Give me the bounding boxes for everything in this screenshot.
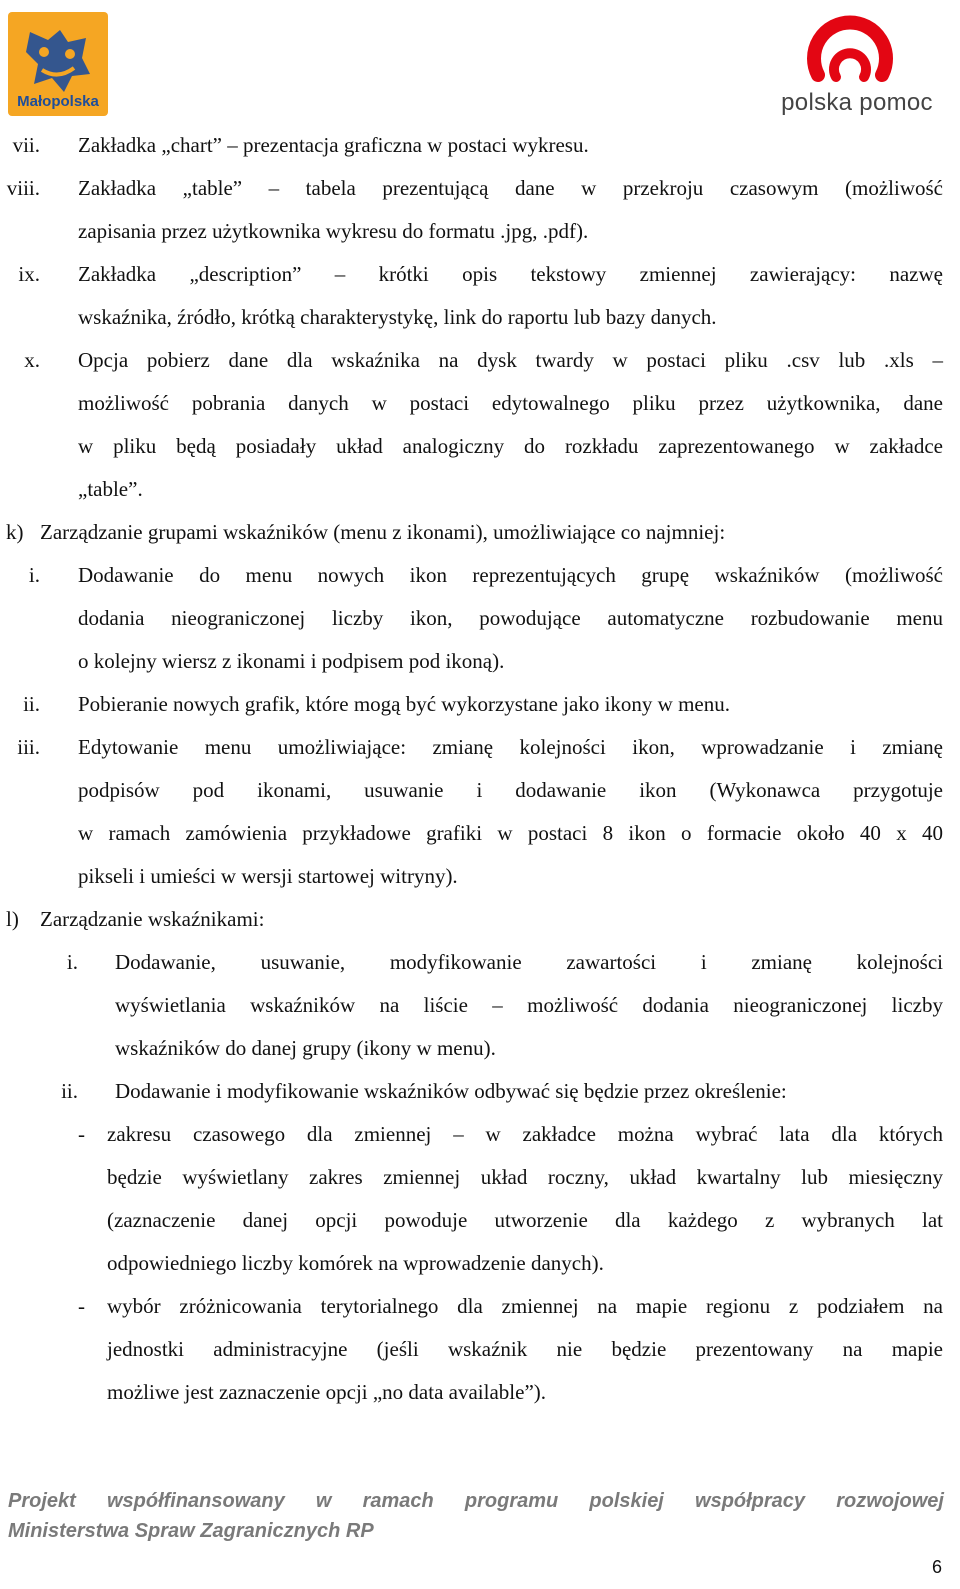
- list-item-line: Zakładka „table” – tabela prezentującą dane w przekroju czasowym (możliwość: [78, 176, 943, 200]
- list-marker: ii.: [23, 692, 40, 716]
- list-item-line: odpowiedniego liczby komórek na wprowadzenie danych).: [107, 1251, 604, 1275]
- footer-line-1: Projekt współfinansowany w ramach programu polskiej współpracy rozwojowej: [8, 1490, 944, 1512]
- list-item-line: Zakładka „description” – krótki opis tekstowy zmiennej zawierający: nazwę: [78, 262, 943, 286]
- list-item-line: Zakładka „chart” – prezentacja graficzna w postaci wykresu.: [78, 133, 589, 157]
- list-item-line: Dodawanie i modyfikowanie wskaźników odbywać się będzie przez określenie:: [115, 1079, 787, 1103]
- list-item-line: wybór zróżnicowania terytorialnego dla zmiennej na mapie regionu z podziałem na: [107, 1294, 943, 1318]
- list-marker: x.: [24, 348, 40, 372]
- page-number: 6: [931, 1557, 942, 1577]
- list-item-line: Zarządzanie wskaźnikami:: [40, 907, 265, 931]
- polska-pomoc-logo: [772, 5, 942, 117]
- list-marker: iii.: [17, 735, 40, 759]
- polska-pomoc-wordmark: polska pomoc: [781, 89, 933, 116]
- list-marker: -: [78, 1294, 85, 1318]
- list-item-line: zakresu czasowego dla zmiennej – w zakładce można wybrać lata dla których: [107, 1122, 943, 1146]
- list-item-line: pikseli i umieści w wersji startowej witryny).: [78, 864, 458, 888]
- list-marker: k): [6, 520, 24, 544]
- list-marker: i.: [66, 950, 78, 974]
- list-item-line: możliwe jest zaznaczenie opcji „no data available”).: [107, 1380, 547, 1404]
- svg-text:Małopolska: Małopolska: [17, 93, 99, 110]
- list-marker: i.: [28, 563, 40, 587]
- list-item-line: wyświetlania wskaźników na liście – możliwość dodania nieograniczonej liczby: [115, 993, 943, 1017]
- list-item-line: wskaźnika, źródło, krótką charakterystykę, link do raportu lub bazy danych.: [78, 305, 717, 329]
- list-item-line: możliwość pobrania danych w postaci edytowalnego pliku przez użytkownika, dane: [78, 391, 943, 415]
- list-item-line: w ramach zamówienia przykładowe grafiki w postaci 8 ikon o formacie około 40 x 40: [78, 821, 943, 845]
- malopolska-logo: [8, 12, 108, 116]
- list-item-line: wskaźników do danej grupy (ikony w menu).: [115, 1036, 496, 1060]
- list-item-line: Pobieranie nowych grafik, które mogą być wykorzystane jako ikony w menu.: [78, 692, 730, 716]
- list-item-line: Opcja pobierz dane dla wskaźnika na dysk twardy w postaci pliku .csv lub .xls –: [78, 348, 943, 372]
- list-marker: ii.: [61, 1079, 78, 1103]
- list-marker: vii.: [12, 133, 40, 157]
- footer-line-2: Ministerstwa Spraw Zagranicznych RP: [8, 1520, 374, 1542]
- list-item-line: Dodawanie do menu nowych ikon reprezentujących grupę wskaźników (możliwość: [78, 563, 943, 587]
- list-item-line: zapisania przez użytkownika wykresu do formatu .jpg, .pdf).: [78, 219, 589, 243]
- list-item-line: jednostki administracyjne (jeśli wskaźnik nie będzie prezentowany na mapie: [107, 1337, 943, 1361]
- list-marker: viii.: [6, 176, 40, 200]
- list-item-line: w pliku będą posiadały układ analogiczny do rozkładu zaprezentowanego w zakładce: [78, 434, 943, 458]
- list-item-line: Zarządzanie grupami wskaźników (menu z ikonami), umożliwiające co najmniej:: [40, 520, 726, 544]
- list-item-line: Edytowanie menu umożliwiające: zmianę kolejności ikon, wprowadzanie i zmianę: [78, 735, 943, 759]
- list-item-line: będzie wyświetlany zakres zmiennej układ roczny, układ kwartalny lub miesięczny: [107, 1165, 943, 1189]
- list-item-line: „table”.: [78, 477, 143, 501]
- list-item-line: o kolejny wiersz z ikonami i podpisem pod ikoną).: [78, 649, 505, 673]
- list-marker: l): [6, 907, 19, 931]
- list-item-line: (zaznaczenie danej opcji powoduje utworzenie dla każdego z wybranych lat: [107, 1208, 943, 1232]
- list-item-line: dodania nieograniczonej liczby ikon, powodujące automatyczne rozbudowanie menu: [78, 606, 943, 630]
- list-marker: -: [78, 1122, 85, 1146]
- list-marker: ix.: [18, 262, 40, 286]
- list-item-line: podpisów pod ikonami, usuwanie i dodawanie ikon (Wykonawca przygotuje: [78, 778, 943, 802]
- list-item-line: Dodawanie, usuwanie, modyfikowanie zawartości i zmianę kolejności: [115, 950, 943, 974]
